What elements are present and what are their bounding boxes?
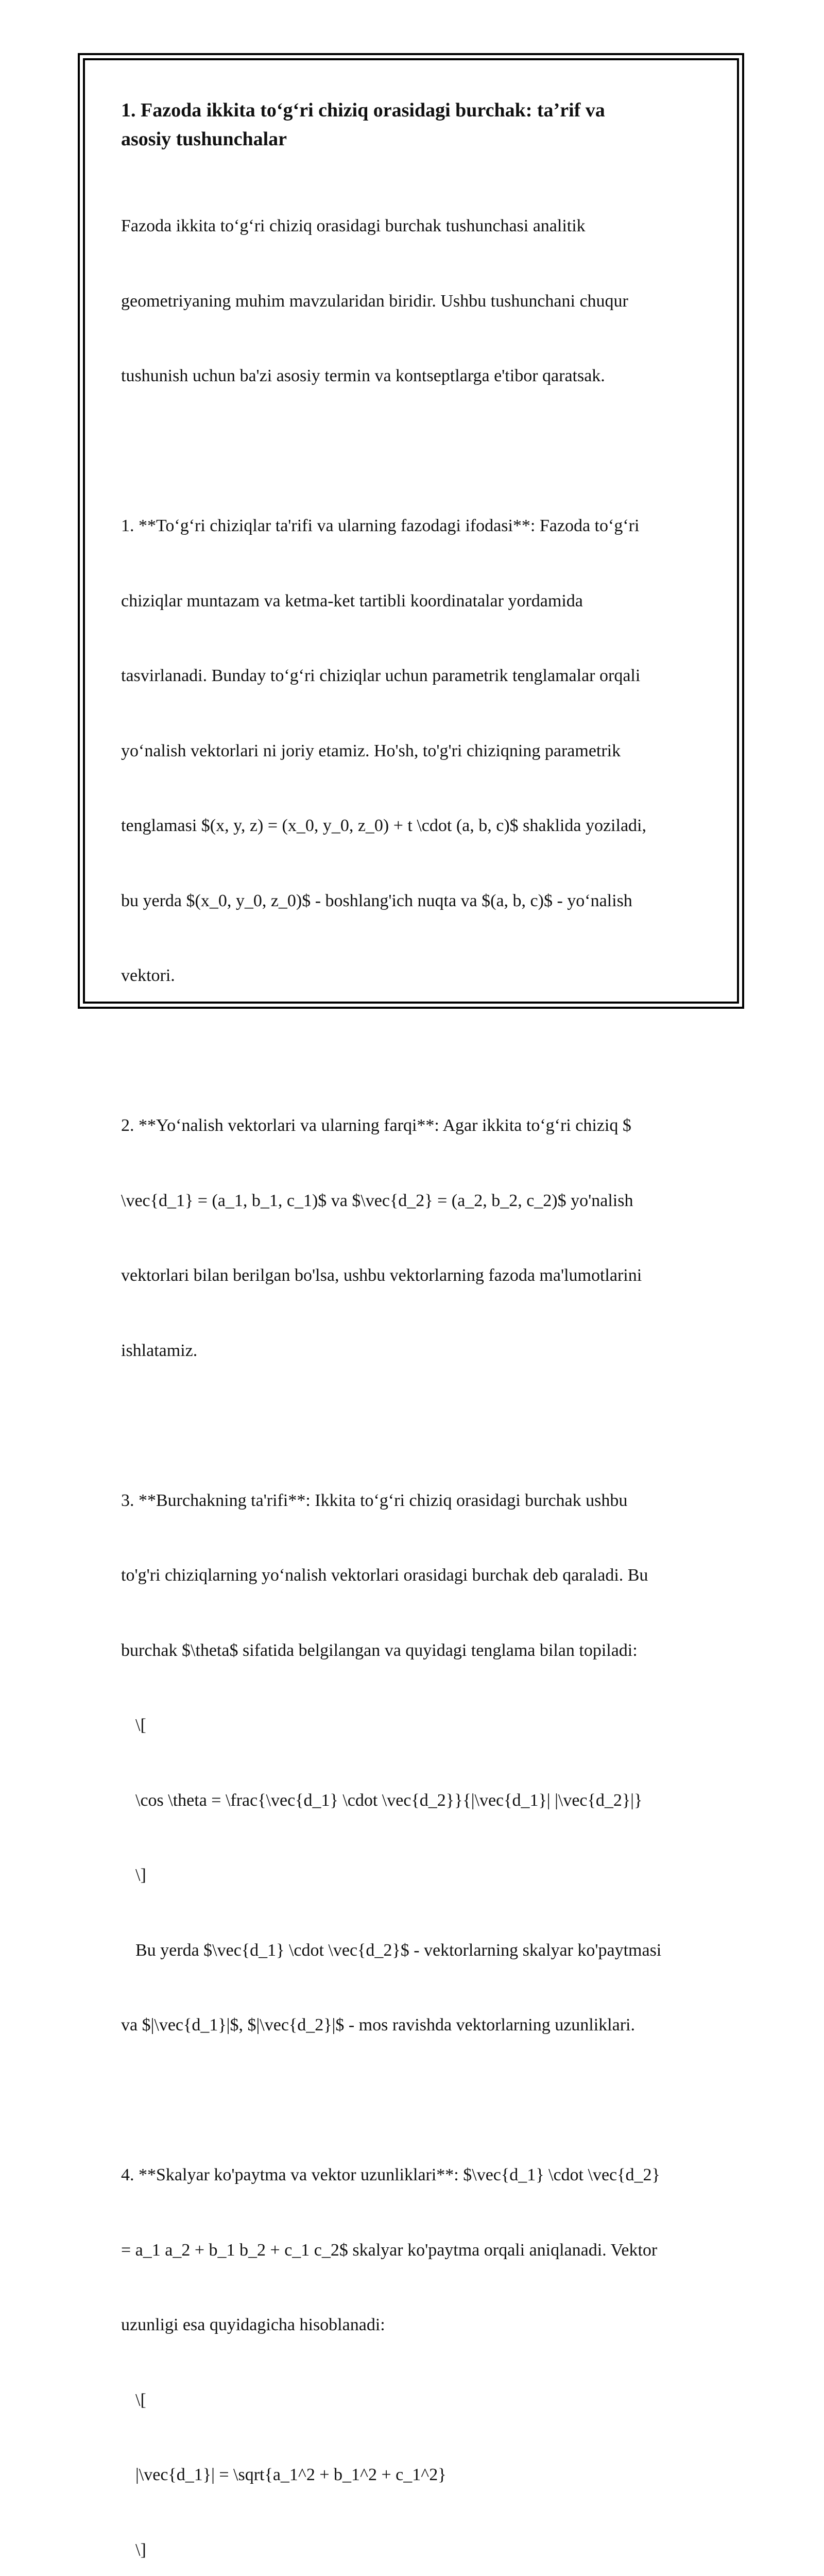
text-line: yo‘nalish vektorlari ni joriy etamiz. Ho'sh, to'g'ri chiziqning parametrik bbox=[121, 741, 621, 760]
text-line: Bu yerda $\vec{d_1} \cdot \vec{d_2}$ - vektorlarning skalyar ko'paytmasi bbox=[135, 1940, 662, 1960]
paragraph-gap bbox=[121, 2088, 708, 2113]
text-line: tushunish uchun ba'zi asosiy termin va kontseptlarga e'tibor qaratsak. bbox=[121, 366, 605, 385]
text-line: \vec{d_1} = (a_1, b_1, c_1)$ va $\vec{d_2} = (a_2, b_2, c_2)$ yo'nalish bbox=[121, 1191, 633, 1210]
formula-line: |\vec{d_1}| = \sqrt{a_1^2 + b_1^2 + c_1^2} bbox=[135, 2465, 447, 2484]
text-line: = a_1 a_2 + b_1 b_2 + c_1 c_2$ skalyar ko'paytma orqali aniqlanadi. Vektor bbox=[121, 2240, 658, 2260]
text-line: tenglamasi $(x, y, z) = (x_0, y_0, z_0) + t \cdot (a, b, c)$ shaklida yoziladi, bbox=[121, 816, 646, 835]
formula-line: \[ bbox=[135, 2390, 146, 2410]
paragraph-gap bbox=[121, 1039, 708, 1064]
formula-line: \cos \theta = \frac{\vec{d_1} \cdot \vec{d_2}}{|\vec{d_1}| |\vec{d_2}|} bbox=[135, 1790, 643, 1810]
text-line: chiziqlar muntazam va ketma-ket tartibli koordinatalar yordamida bbox=[121, 591, 583, 611]
text-line: 3. **Burchakning ta'rifi**: Ikkita to‘g‘ri chiziq orasidagi burchak ushbu bbox=[121, 1490, 628, 1510]
text-line: 1. **To‘g‘ri chiziqlar ta'rifi va ularning fazodagi ifodasi**: Fazoda to‘g‘ri bbox=[121, 516, 640, 535]
formula-line: \] bbox=[135, 2540, 146, 2560]
heading-line: asosiy tushunchalar bbox=[121, 128, 287, 150]
list-item-2 bbox=[121, 1063, 708, 1413]
formula-line: \[ bbox=[135, 1716, 146, 1735]
text-line: ishlatamiz. bbox=[121, 1341, 198, 1360]
text-line: tasvirlanadi. Bunday to‘g‘ri chiziqlar uchun parametrik tenglamalar orqali bbox=[121, 666, 641, 685]
text-line: burchak $\theta$ sifatida belgilangan va quyidagi tenglama bilan topiladi: bbox=[121, 1640, 638, 1660]
text-line: vektori. bbox=[121, 966, 175, 985]
text-line: to'g'ri chiziqlarning yo‘nalish vektorlari orasidagi burchak deb qaraladi. Bu bbox=[121, 1566, 648, 1585]
text-line: bu yerda $(x_0, y_0, z_0)$ - boshlang'ich nuqta va $(a, b, c)$ - yo‘nalish bbox=[121, 891, 632, 910]
intro-paragraph bbox=[121, 164, 708, 439]
section-heading bbox=[121, 96, 708, 154]
document-content bbox=[121, 96, 708, 2576]
text-line: 4. **Skalyar ko'paytma va vektor uzunliklari**: $\vec{d_1} \cdot \vec{d_2} bbox=[121, 2165, 660, 2184]
paragraph-gap bbox=[121, 439, 708, 464]
text-line: 2. **Yo‘nalish vektorlari va ularning farqi**: Agar ikkita to‘g‘ri chiziq $ bbox=[121, 1116, 631, 1135]
formula-line: \] bbox=[135, 1866, 146, 1885]
text-line: geometriyaning muhim mavzularidan biridir. Ushbu tushunchani chuqur bbox=[121, 291, 628, 311]
list-item-4 bbox=[121, 2113, 708, 2576]
text-line: uzunligi esa quyidagicha hisoblanadi: bbox=[121, 2315, 385, 2334]
paragraph-gap bbox=[121, 1413, 708, 1438]
heading-line: 1. Fazoda ikkita to‘g‘ri chiziq orasidagi burchak: ta’rif va bbox=[121, 99, 605, 121]
text-line: va $|\vec{d_1}|$, $|\vec{d_2}|$ - mos ravishda vektorlarning uzunliklari. bbox=[121, 2015, 635, 2035]
list-item-3 bbox=[121, 1438, 708, 2088]
text-line: vektorlari bilan berilgan bo'lsa, ushbu vektorlarning fazoda ma'lumotlarini bbox=[121, 1266, 642, 1285]
list-item-1 bbox=[121, 464, 708, 1039]
text-line: Fazoda ikkita to‘g‘ri chiziq orasidagi burchak tushunchasi analitik bbox=[121, 216, 586, 235]
